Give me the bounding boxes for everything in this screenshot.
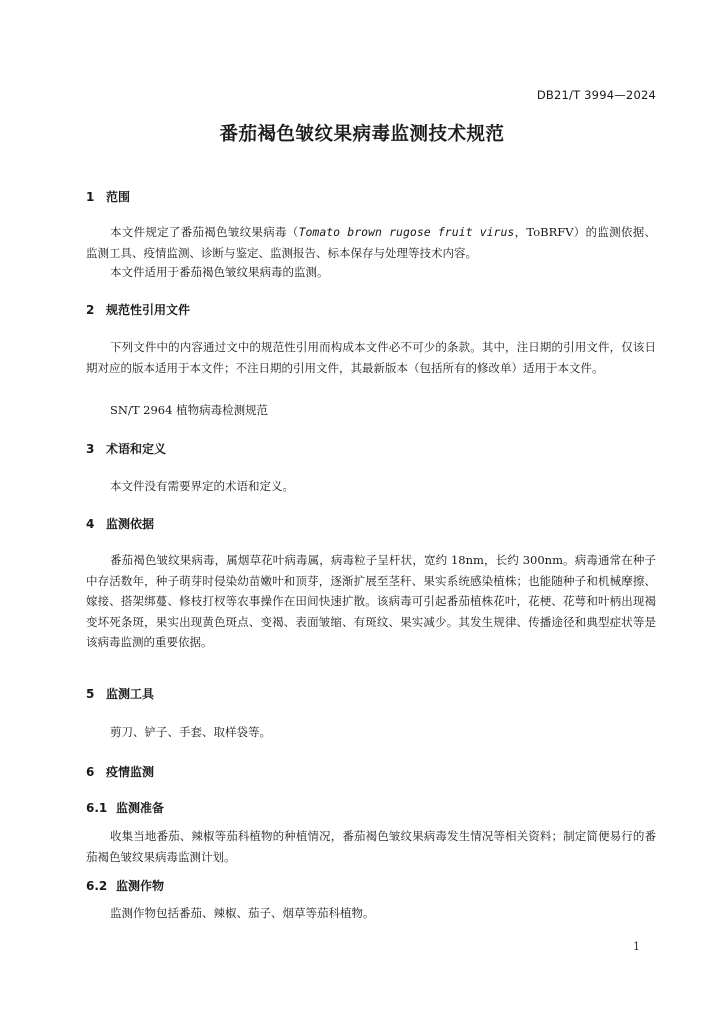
subsection-title: 监测作物 [116, 879, 165, 893]
paragraph: 收集当地番茄、辣椒等茄科植物的种植情况，番茄褐色皱纹果病毒发生情况等相关资料；制定简便易行的番茄褐色皱纹果病毒监测计划。 [86, 829, 656, 864]
normative-reference: SN/T 2964 植物病毒检测规范 [110, 403, 269, 417]
subsection-title: 监测准备 [116, 801, 165, 815]
section-4-heading [86, 515, 154, 532]
section-title: 范围 [106, 190, 131, 204]
section-title: 监测依据 [106, 517, 155, 531]
section-title: 规范性引用文件 [106, 303, 191, 317]
paragraph: 本文件没有需要界定的术语和定义。 [110, 479, 294, 493]
section-1-heading [86, 188, 130, 205]
section-number: 4 [86, 517, 95, 531]
paragraph: 本文件适用于番茄褐色皱纹果病毒的监测。 [110, 265, 329, 279]
paragraph: 番茄褐色皱纹果病毒，属烟草花叶病毒属，病毒粒子呈杆状，宽约 18nm，长约 300nm。病毒通常在种子中存活数年，种子萌芽时侵染幼苗嫩叶和顶芽，逐渐扩展至茎秆、果实系统感染植株；也能随种子和机械摩擦、嫁接、搭架绑蔓、修枝打杈等农事操作在田间快速扩散。该病毒可引起番茄植株花叶，花梗、花萼和叶柄出现褐变坏死条斑，果实出现黄色斑点、变褐、表面皱缩、有斑纹、果实减少。其发生规律、传播途径和典型症状等是该病毒监测的重要依据。 [86, 553, 656, 649]
paragraph [86, 222, 656, 263]
latin-name: Tomato brown rugose fruit virus [298, 225, 515, 239]
section-title: 术语和定义 [106, 442, 167, 456]
section-3-heading [86, 440, 166, 457]
page-number: 1 [633, 940, 640, 953]
subsection-number: 6.1 [86, 801, 108, 815]
section-5-heading [86, 685, 154, 702]
section-number: 1 [86, 190, 95, 204]
section-title: 疫情监测 [106, 765, 155, 779]
section-6-heading [86, 763, 154, 780]
section-title: 监测工具 [106, 687, 155, 701]
document-title: 番茄褐色皱纹果病毒监测技术规范 [219, 124, 505, 145]
paragraph: 监测作物包括番茄、辣椒、茄子、烟草等茄科植物。 [110, 906, 375, 920]
subsection-6-2-heading [86, 877, 164, 894]
paragraph-text: ，ToBRFV）的监测依据、监测工具、疫情监测、诊断与鉴定、监测报告、标本保存与处理等技术内容。 [86, 225, 656, 260]
section-number: 3 [86, 442, 95, 456]
section-2-heading [86, 301, 190, 318]
standard-code: DB21/T 3994—2024 [536, 88, 656, 102]
paragraph-text: 本文件规定了番茄褐色皱纹果病毒（ [110, 225, 299, 239]
subsection-6-1-heading [86, 799, 164, 816]
paragraph: 剪刀、铲子、手套、取样袋等。 [110, 725, 271, 739]
subsection-number: 6.2 [86, 879, 108, 893]
section-number: 2 [86, 303, 95, 317]
section-number: 5 [86, 687, 95, 701]
section-number: 6 [86, 765, 95, 779]
paragraph: 下列文件中的内容通过文中的规范性引用而构成本文件必不可少的条款。其中，注日期的引用文件，仅该日期对应的版本适用于本文件；不注日期的引用文件，其最新版本（包括所有的修改单）适用于本文件。 [86, 340, 656, 375]
